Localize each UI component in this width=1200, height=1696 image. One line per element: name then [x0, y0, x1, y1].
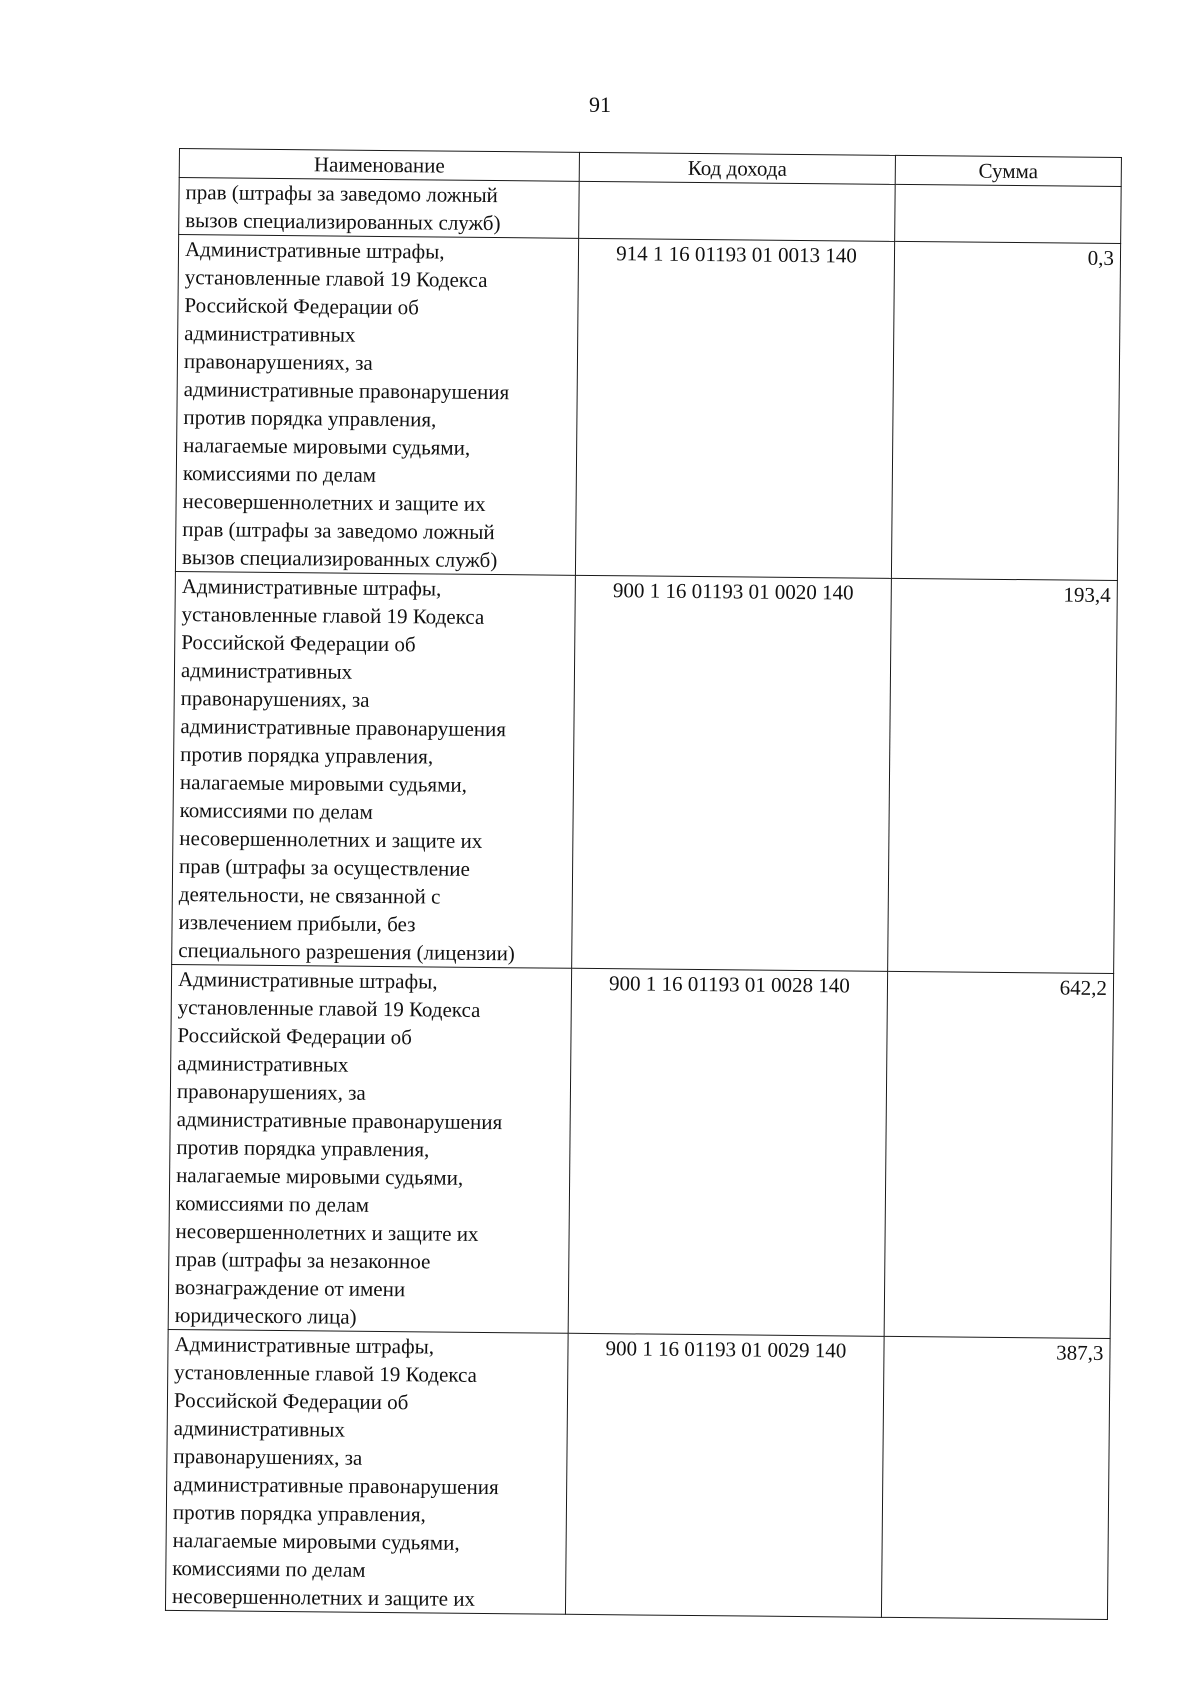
row-sum-cell: 642,2 [884, 971, 1113, 1338]
table-row [168, 964, 1113, 1338]
row-code-cell [579, 181, 896, 241]
header-sum: Сумма [895, 155, 1121, 186]
table-row [179, 178, 1122, 244]
row-code-cell: 914 1 16 01193 01 0013 140 [575, 238, 894, 578]
header-code: Код дохода [579, 152, 895, 184]
table-row [175, 235, 1120, 581]
row-name-cell: Административные штрафы, установленные главой 19 Кодекса Российской Федерации об административных правонарушениях, за административные правонарушения против порядка управления, налагаемые мировыми судьями, комиссиями по делам несовершеннолетних и защите их [165, 1329, 568, 1614]
row-sum-cell: 387,3 [881, 1336, 1110, 1619]
page-number: 91 [589, 92, 611, 117]
table-row [165, 1329, 1110, 1619]
row-sum-cell: 0,3 [891, 241, 1120, 580]
row-code-cell: 900 1 16 01193 01 0029 140 [565, 1333, 884, 1617]
row-name-cell: Административные штрафы, установленные главой 19 Кодекса Российской Федерации об административных правонарушениях, за административные правонарушения против порядка управления, налагаемые мировыми судьями, комиссиями по делам несовершеннолетних и защите их прав (штрафы за осуществление деятельности, не связанной с извлечением прибыли, без специального разрешения (лицензии) [172, 571, 576, 968]
table-row [172, 571, 1118, 973]
header-name: Наименование [179, 149, 579, 182]
row-code-cell: 900 1 16 01193 01 0020 140 [572, 575, 892, 971]
revenue-table [165, 148, 1122, 1620]
row-name-cell: Административные штрафы, установленные главой 19 Кодекса Российской Федерации об административных правонарушениях, за административные правонарушения против порядка управления, налагаемые мировыми судьями, комиссиями по делам несовершеннолетних и защите их прав (штрафы за незаконное вознаграждение от имени юридического лица) [168, 964, 571, 1333]
row-name-cell: Административные штрафы, установленные главой 19 Кодекса Российской Федерации об административных правонарушениях, за административные правонарушения против порядка управления, налагаемые мировыми судьями, комиссиями по делам несовершеннолетних и защите их прав (штрафы за заведомо ложный вызов специализированных служб) [175, 235, 578, 576]
row-sum-cell [895, 184, 1122, 243]
row-code-cell: 900 1 16 01193 01 0028 140 [568, 968, 887, 1336]
row-name-cell: прав (штрафы за заведомо ложный вызов специализированных служб) [179, 178, 580, 239]
row-sum-cell: 193,4 [888, 578, 1118, 973]
